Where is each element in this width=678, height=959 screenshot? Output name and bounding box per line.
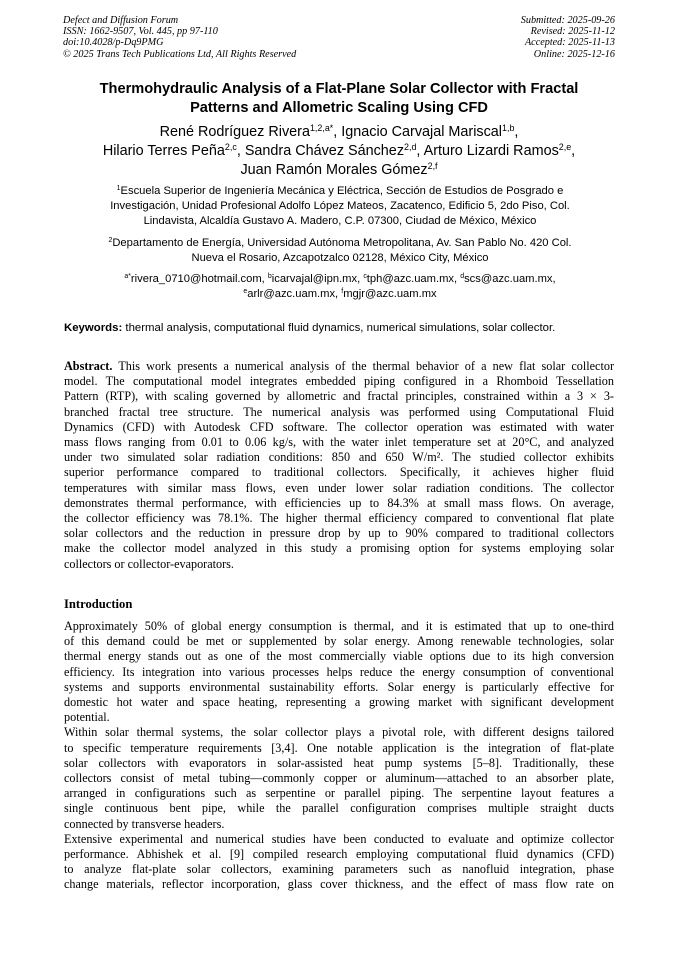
author-name: René Rodríguez Rivera bbox=[159, 124, 310, 140]
affiliation-line: Lindavista, Alcaldía Gustavo A. Madero, C.P. 07300, Ciudad de México, México bbox=[143, 215, 537, 227]
email-list bbox=[76, 272, 604, 302]
author-sup: 2,d bbox=[404, 142, 417, 153]
affiliation-line: Investigación, Unidad Profesional Adolfo López Mateos, Zacatenco, Edificio 5, 2do Piso, Col. bbox=[110, 200, 570, 212]
title-line-1: Thermohydraulic Analysis of a Flat-Plane Solar Collector with Fractal bbox=[99, 81, 579, 97]
affiliation-1 bbox=[76, 184, 604, 229]
intro-line: Within solar thermal systems, the solar collector plays a pivotal role, with different designs tailored bbox=[64, 725, 614, 740]
intro-line: to specific temperature requirements [3,4]. One notable application is the integration of flat-plate bbox=[64, 740, 614, 755]
keywords-label: Keywords: bbox=[64, 322, 123, 334]
introduction-heading: Introduction bbox=[64, 597, 133, 611]
email-line-2: $^e$arlr@azc.uam.mx, $^f$mgjr@azc.uam.mx bbox=[243, 288, 437, 300]
email-link[interactable]: scs@azc.uam.mx bbox=[464, 273, 553, 285]
author-name: Ignacio Carvajal Mariscal bbox=[341, 124, 503, 140]
abstract-line: Dynamics (CFD) with Autodesk CFD software. The collector operation was estimated with water bbox=[64, 419, 614, 434]
abstract-line: solar collectors and the reduction in pressure drop by up to 90% compared to traditional collectors bbox=[64, 526, 614, 541]
copyright: © 2025 Trans Tech Publications Ltd, All Rights Reserved bbox=[63, 48, 297, 60]
author-name: Hilario Terres Peña bbox=[102, 143, 225, 159]
email-link[interactable]: mgjr@azc.uam.mx bbox=[343, 288, 437, 300]
journal-name: Defect and Diffusion Forum bbox=[63, 15, 179, 26]
abstract-label: Abstract. bbox=[64, 359, 113, 373]
intro-line: arranged in configurations such as serpentine or parallel piping. The serpentine layout features a bbox=[64, 786, 614, 801]
abstract bbox=[64, 359, 614, 572]
intro-line: Extensive experimental and numerical studies have been conducted to evaluate and optimize collector bbox=[64, 831, 614, 846]
intro-line: performance. Abhishek et al. [9] compiled research employing computational fluid dynamics (CFD) bbox=[64, 847, 614, 862]
intro-line: Approximately 50% of global energy consumption is thermal, and it is estimated that up to one-third bbox=[64, 619, 614, 633]
email-sup: d bbox=[460, 273, 465, 281]
affiliation-line bbox=[76, 184, 604, 199]
abstract-line: the collector efficiency was 78.1%. The higher thermal efficiency compared to conventional flat plate bbox=[64, 511, 614, 526]
intro-line: solar collectors with evaporators in solar-assisted heat pump systems [5–8]. Traditionally, these bbox=[64, 755, 614, 770]
doi[interactable]: doi:10.4028/p-Dq9PMG bbox=[63, 37, 164, 49]
author-line-3 bbox=[60, 161, 618, 180]
email-sup: b bbox=[267, 273, 272, 281]
email-line-1: $^{a*}$rivera_0710@hotmail.com, $^b$icarvajal@ipn.mx, $^c$tph@azc.uam.mx, $^d$scs@azc.uam.mx, bbox=[124, 273, 556, 285]
paper-title bbox=[60, 80, 618, 118]
abstract-line bbox=[64, 359, 614, 374]
accepted-date: Accepted: 2025-11-13 bbox=[524, 37, 615, 49]
author-sup: 1,b bbox=[502, 123, 515, 134]
abstract-line: under two simulated solar radiation conditions: 850 and 650 W/m². The studied collector exhibits bbox=[64, 450, 614, 465]
journal-header-right bbox=[521, 15, 615, 60]
title-line-2: Patterns and Allometric Scaling Using CFD bbox=[190, 100, 488, 116]
intro-line: connected by transverse headers. bbox=[64, 816, 225, 831]
intro-line: potential. bbox=[64, 710, 110, 725]
abstract-line: demonstrates thermal performance, with efficiencies up to 84.3% at small mass flows. On average, bbox=[64, 495, 614, 510]
keywords bbox=[64, 321, 620, 335]
abstract-line: branched fractal tree structure. The numerical analysis was performed using Computational Fluid bbox=[64, 404, 614, 419]
author-name: Juan Ramón Morales Gómez bbox=[240, 162, 428, 178]
abstract-line: model. The computational model integrates embedded piping configured in a Rhomboid Tessellation bbox=[64, 374, 614, 389]
abstract-line: make the collector model analyzed in this study a promising option for systems employing solar bbox=[64, 541, 614, 556]
abstract-text: This work presents a numerical analysis of the thermal behavior of a new flat solar collector bbox=[118, 359, 614, 373]
affiliation-sup: 1 bbox=[116, 185, 121, 193]
affiliation-2 bbox=[76, 236, 604, 266]
intro-line: single continuous bent pipe, while the parallel configuration comprises multiple straight ducts bbox=[64, 801, 614, 816]
revised-date: Revised: 2025-11-12 bbox=[530, 26, 615, 38]
intro-line: systems and supports environmental sustainability efforts. Solar energy is particularly effective for bbox=[64, 679, 614, 694]
abstract-line: mass flows ranging from 0.01 to 0.06 kg/s, with the water inlet temperature set at 20°C, and analyzed bbox=[64, 435, 614, 450]
email-sup: e bbox=[243, 288, 248, 296]
author-name: Sandra Chávez Sánchez bbox=[244, 143, 405, 159]
email-sup: a* bbox=[124, 273, 131, 281]
intro-line: of this demand could be met or supplemented by solar energy. Among renewable technologies, solar bbox=[64, 634, 614, 649]
intro-line: domestic hot water and space heating, representing a growing market with significant development bbox=[64, 695, 614, 710]
intro-line: to analyze flat-plate solar collectors, examining parameters such as nanofluid integration, phase bbox=[64, 862, 614, 877]
affiliation-line: Nueva el Rosario, Azcapotzalco 02128, México City, México bbox=[191, 252, 489, 264]
email-sup: c bbox=[363, 273, 367, 281]
affiliation-text: Departamento de Energía, Universidad Autónoma Metropolitana, Av. San Pablo No. 420 Col. bbox=[112, 237, 572, 249]
email-link[interactable]: icarvajal@ipn.mx bbox=[271, 273, 358, 285]
email-link[interactable]: rivera_0710@hotmail.com bbox=[130, 273, 262, 285]
email-sup: f bbox=[341, 288, 344, 296]
intro-line: change materials, reflector incorporation, glass cover thickness, and the effect of mass flow rate on bbox=[64, 877, 614, 892]
author-name: Arturo Lizardi Ramos bbox=[423, 143, 559, 159]
online-date: Online: 2025-12-16 bbox=[533, 48, 615, 60]
email-link[interactable]: tph@azc.uam.mx bbox=[366, 273, 454, 285]
submitted-date: Submitted: 2025-09-26 bbox=[520, 15, 615, 26]
introduction-body bbox=[64, 619, 614, 893]
author-line-2: Hilario Terres Peña$^{2,c}$, Sandra Chávez Sánchez$^{2,d}$, Arturo Lizardi Ramos$^{2,e}$, bbox=[102, 142, 576, 159]
author-sup: 2,f bbox=[427, 161, 438, 172]
author-line-1: René Rodríguez Rivera$^{1,2,a*}$, Ignacio Carvajal Mariscal$^{1,b}$, bbox=[159, 123, 519, 140]
issn-volume: ISSN: 1662-9507, Vol. 445, pp 97-110 bbox=[63, 26, 218, 38]
affiliation-line bbox=[76, 236, 604, 251]
intro-line: thermal energy stands out as one of the most commercially viable options due to its high conversion bbox=[64, 649, 614, 664]
author-sup: 1,2,a* bbox=[309, 123, 334, 134]
affiliation-text: Escuela Superior de Ingeniería Mecánica y Eléctrica, Sección de Estudios de Posgrado e bbox=[120, 185, 564, 197]
abstract-line: collectors or collector-evaporators. bbox=[64, 556, 234, 571]
intro-line: collectors consist of metal tubing—commonly copper or aluminum—attached to an absorber plate, bbox=[64, 771, 614, 786]
author-sup: 2,c bbox=[224, 142, 237, 153]
journal-header-left bbox=[63, 15, 296, 60]
abstract-line: temperatures with similar mass flows, even under lower solar radiation conditions. The collector bbox=[64, 480, 614, 495]
email-link[interactable]: arlr@azc.uam.mx bbox=[247, 288, 336, 300]
author-list bbox=[60, 123, 618, 180]
author-sup: 2,e bbox=[558, 142, 572, 153]
affiliation-sup: 2 bbox=[108, 237, 113, 245]
abstract-line: Pattern (RTP), with scaling governed by allometric and fractal principles, constrained within a 3 × 3- bbox=[64, 389, 614, 404]
intro-line: efficiency. Its integration into various processes helps reduce the energy consumption of conventional bbox=[64, 664, 614, 679]
abstract-line: superior performance compared to traditional collectors. Specifically, it achieves higher fluid bbox=[64, 465, 614, 480]
keywords-text: thermal analysis, computational fluid dynamics, numerical simulations, solar collector. bbox=[125, 322, 556, 334]
